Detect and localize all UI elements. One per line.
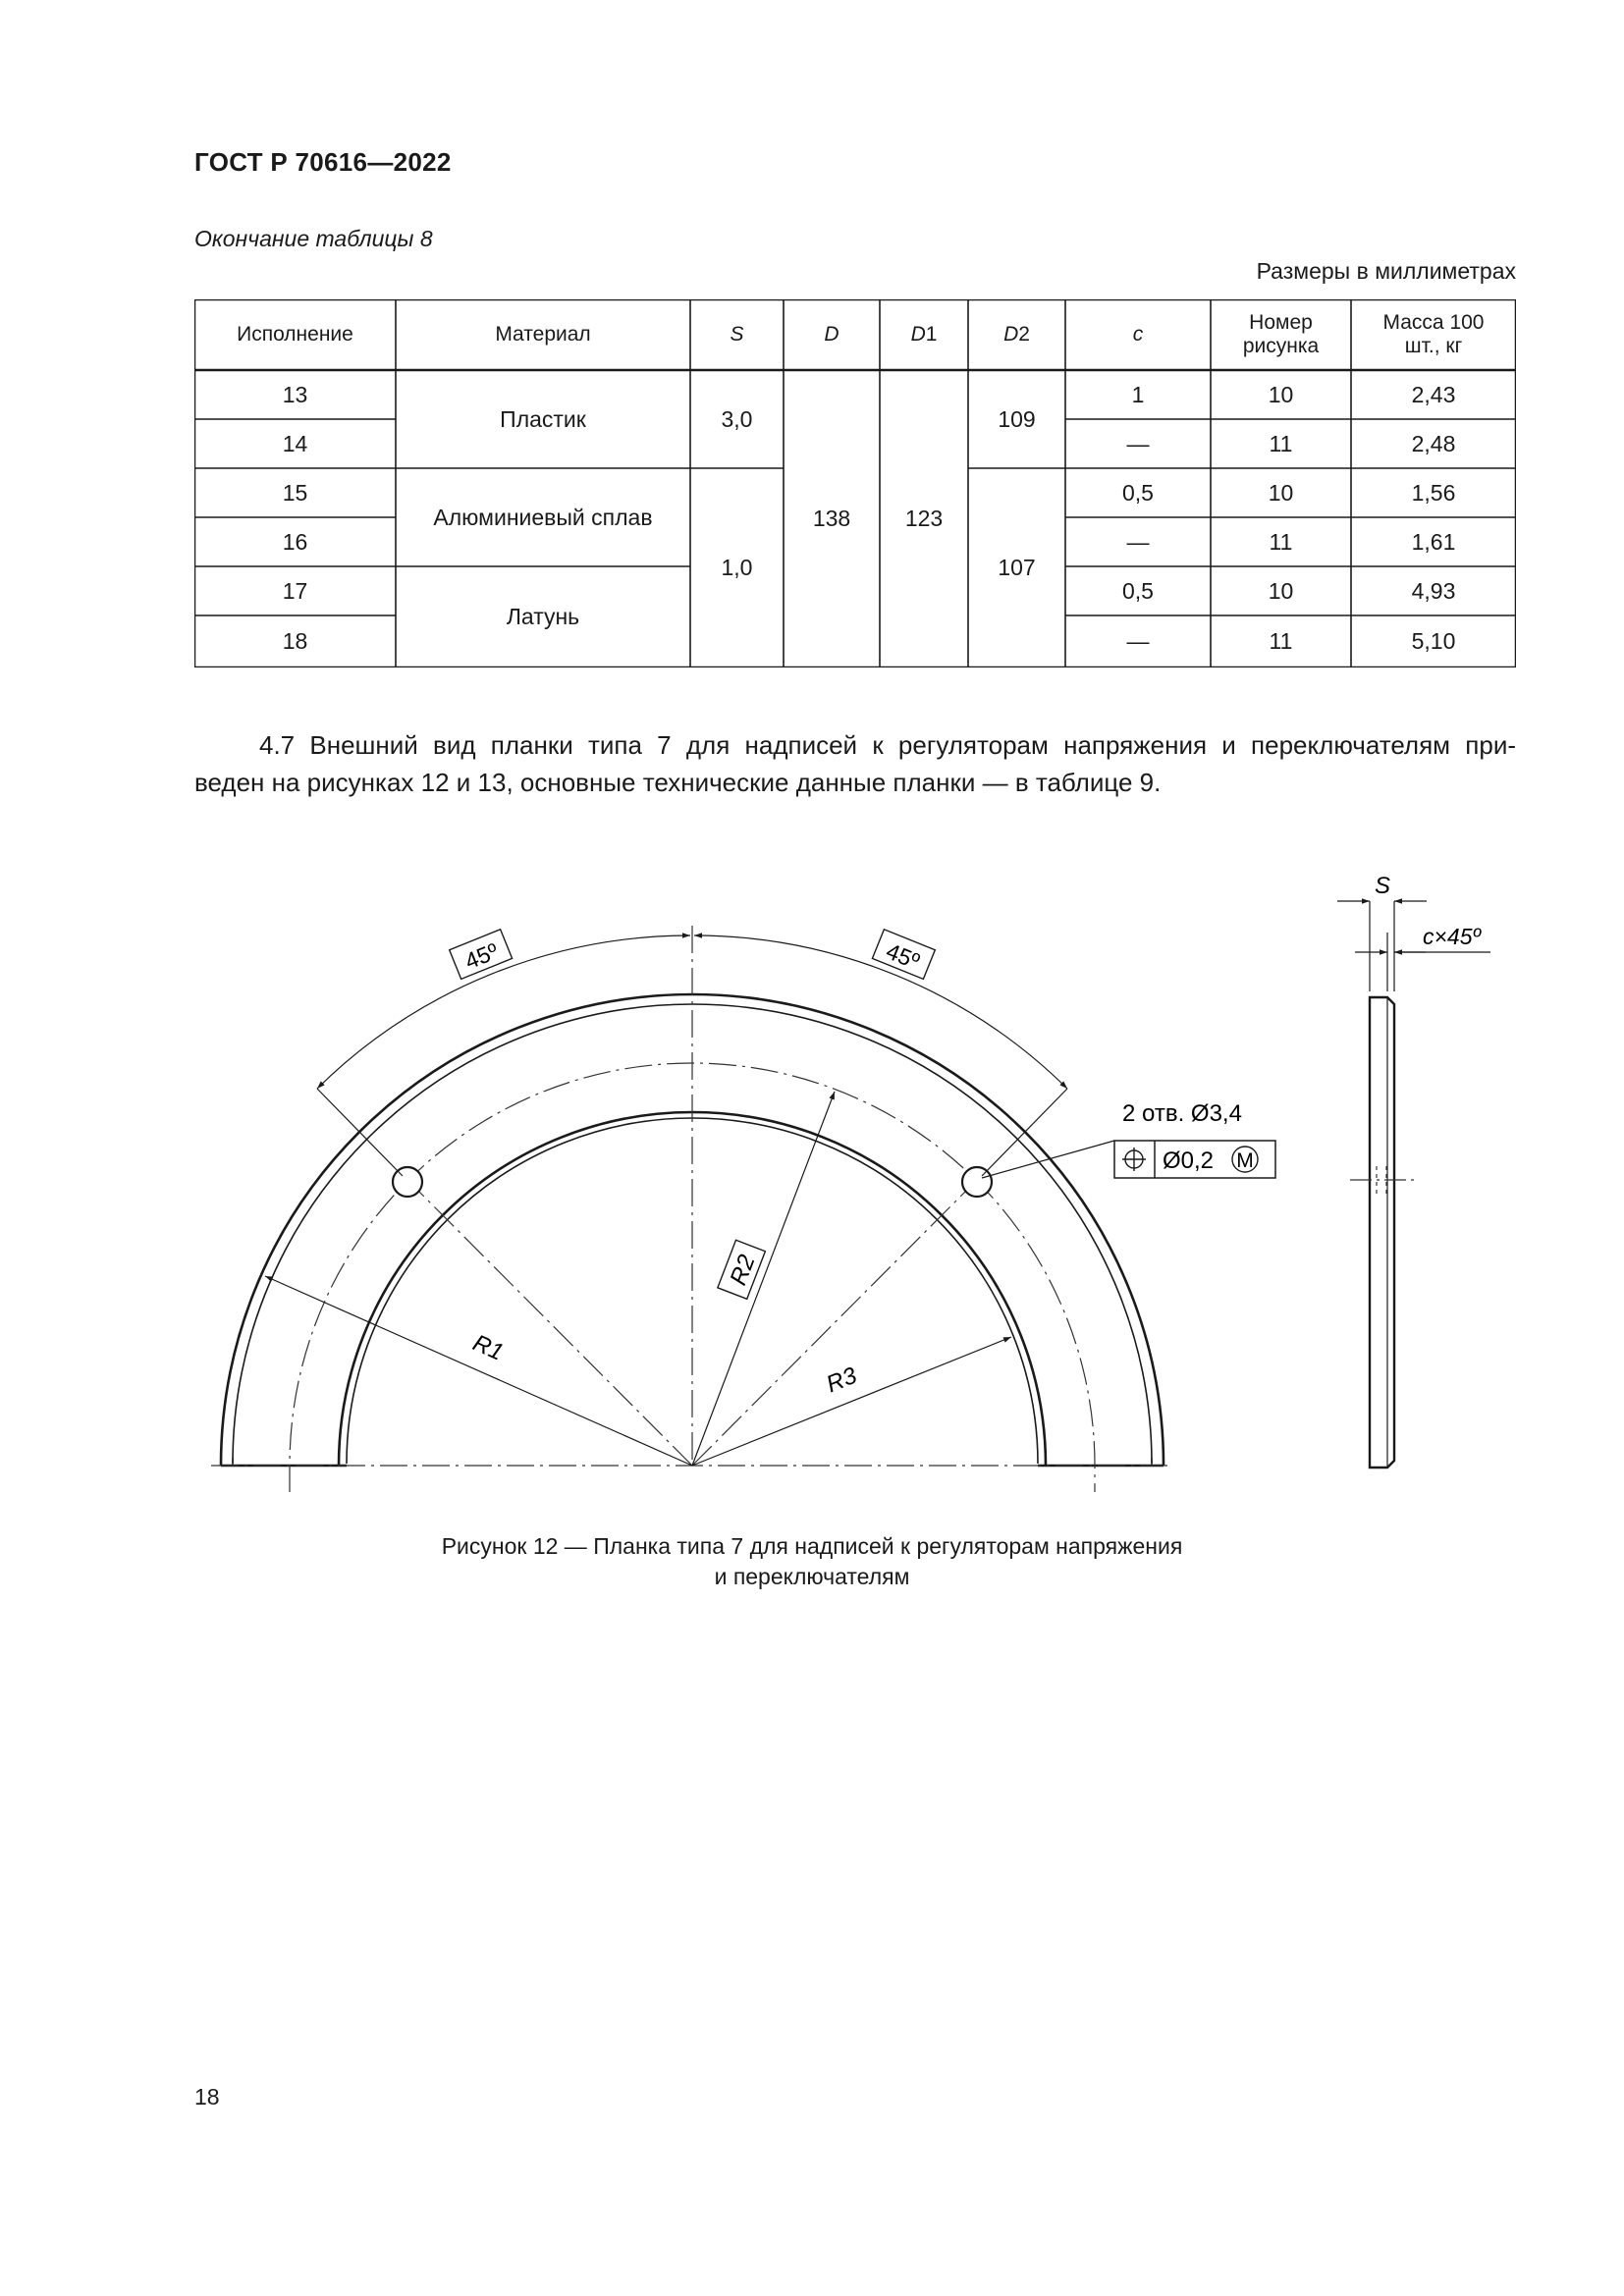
figure-caption-line-2: и переключателям	[714, 1564, 910, 1589]
cell-figure: 10	[1268, 381, 1294, 407]
header-figure-number: Номер рисунка	[1242, 310, 1320, 357]
angle-left-text: 45º	[460, 937, 502, 975]
cell-d1: 123	[904, 506, 944, 532]
cell-c: —	[1126, 528, 1150, 555]
cell-material-alloy: Алюминиевый сплав	[433, 504, 653, 530]
cell-variant: 17	[282, 577, 308, 604]
header-d1	[880, 299, 968, 370]
header-d: D	[824, 322, 839, 346]
center-lines	[211, 926, 1173, 1492]
radius-r3-line	[692, 1337, 1011, 1466]
side-profile	[1370, 997, 1394, 1468]
r2-label	[718, 1240, 766, 1299]
r2-text: R2	[725, 1251, 761, 1289]
data-table	[194, 299, 1516, 667]
header-variant: Исполнение	[237, 322, 353, 346]
mounting-hole-left	[393, 1167, 422, 1197]
cell-variant: 16	[282, 528, 308, 555]
cell-mass: 5,10	[1411, 628, 1456, 655]
r3-text: R3	[822, 1362, 861, 1399]
tolerance-frame	[1114, 1141, 1275, 1178]
cell-variant: 14	[282, 430, 308, 456]
paragraph-line-1: 4.7 Внешний вид планки типа 7 для надписей к регуляторам напряжения и переключателям при-	[259, 730, 1516, 760]
header-d1-sub: 1	[925, 322, 938, 346]
table-caption: Окончание таблицы 8	[194, 226, 433, 251]
tolerance-value: Ø0,2	[1163, 1148, 1215, 1174]
header-mass: Масса 100 шт., кг	[1382, 310, 1485, 357]
cell-c: —	[1126, 628, 1150, 655]
cell-material-plastic: Пластик	[500, 405, 586, 432]
holes-label: 2 отв. Ø3,4	[1122, 1100, 1242, 1127]
cell-c: 0,5	[1122, 577, 1154, 604]
angle-label-left	[450, 930, 513, 980]
header-d2	[968, 299, 1065, 370]
cell-figure: 10	[1268, 577, 1294, 604]
cell-c: 0,5	[1122, 479, 1154, 506]
page-number: 18	[194, 2084, 220, 2109]
figure-caption-line-1: Рисунок 12 — Планка типа 7 для надписей к регуляторам напряжения	[441, 1533, 1183, 1559]
figure-caption	[0, 1531, 1624, 1592]
cell-d2-plastic: 109	[998, 405, 1036, 432]
body-paragraph	[194, 726, 1516, 801]
tolerance-modifier: M	[1236, 1149, 1254, 1172]
units-note: Размеры в миллиметрах	[1256, 258, 1516, 284]
mounting-hole-right	[962, 1167, 992, 1197]
document-header: ГОСТ Р 70616—2022	[194, 147, 452, 177]
cell-figure: 10	[1268, 479, 1294, 506]
header-material: Материал	[495, 322, 591, 346]
header-d1-base: D	[910, 322, 926, 346]
technical-drawing	[0, 844, 1624, 1512]
cell-figure: 11	[1269, 628, 1293, 655]
cell-c: 1	[1131, 381, 1145, 407]
radius-r2-line	[692, 1092, 835, 1466]
header-d2-sub: 2	[1018, 322, 1030, 346]
chamfer-label: c×45º	[1423, 924, 1481, 949]
r1-label	[469, 1330, 508, 1366]
cell-c: —	[1126, 430, 1150, 456]
cell-figure: 11	[1269, 430, 1293, 456]
side-view	[1337, 873, 1490, 1468]
cell-mass: 1,56	[1411, 479, 1456, 506]
header-d2-base: D	[1003, 322, 1019, 346]
cell-mass: 2,43	[1411, 381, 1456, 407]
cell-d2-metal: 107	[998, 555, 1036, 581]
cell-s-plastic: 3,0	[721, 405, 753, 432]
cell-material-brass: Латунь	[506, 604, 580, 630]
cell-variant: 15	[282, 479, 308, 506]
paragraph-line-2: веден на рисунках 12 и 13, основные технические данные планки — в таблице 9.	[194, 768, 1162, 797]
cell-d: 138	[812, 506, 851, 532]
cell-variant: 18	[282, 628, 308, 655]
angle-right-text: 45º	[883, 937, 924, 975]
cell-variant: 13	[282, 381, 308, 407]
cell-mass: 4,93	[1411, 577, 1456, 604]
cell-figure: 11	[1269, 528, 1293, 555]
angle-label-right	[872, 930, 935, 980]
r1-text: R1	[468, 1329, 508, 1366]
cell-mass: 1,61	[1411, 528, 1456, 555]
cell-mass: 2,48	[1411, 430, 1456, 456]
radius-r1-line	[265, 1276, 692, 1466]
cell-s-metal: 1,0	[721, 555, 753, 581]
header-s: S	[730, 322, 744, 346]
r3-label	[823, 1362, 861, 1399]
thickness-label: S	[1374, 873, 1391, 899]
header-c: c	[1132, 322, 1144, 346]
